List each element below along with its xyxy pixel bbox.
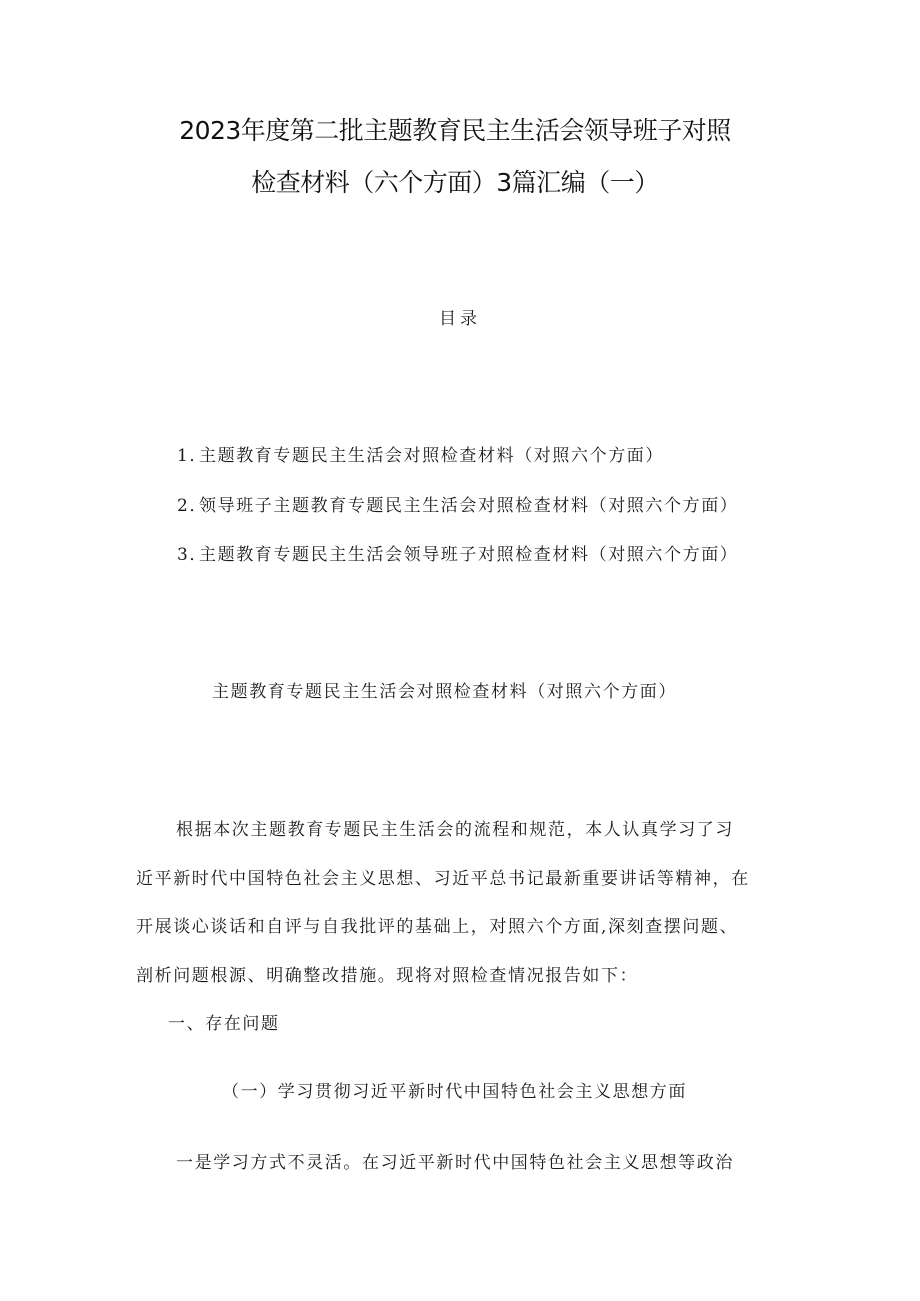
paragraph-line: 一是学习方式不灵活。在习近平新时代中国特色社会主义思想等政治 [176,1153,734,1173]
toc-item-1 [177,444,664,468]
toc-item-text: 主题教育专题民主生活会对照检查材料（对照六个方面） [199,446,664,466]
toc-item-number: 3． [177,545,209,565]
document-title-line-2: 检查材料（六个方面）3篇汇编（一） [251,168,659,197]
toc-item-2 [177,494,738,518]
toc-item-3 [177,543,738,567]
toc-heading: 目录 [439,309,481,329]
paragraph-line: 开展谈心谈话和自评与自我批评的基础上，对照六个方面,深刻查摆问题、 [136,917,739,937]
heading-level-2: （一）学习贯彻习近平新时代中国特色社会主义思想方面 [222,1082,687,1102]
toc-item-number: 1． [177,446,209,466]
paragraph-line: 根据本次主题教育专题民主生活会的流程和规范，本人认真学习了习 [176,820,734,840]
heading-level-1: 一、存在问题 [168,1014,280,1034]
document-title-line-1: 2023年度第二批主题教育民主生活会领导班子对照 [179,116,731,145]
paragraph-line: 剖析问题根源、明确整改措施。现将对照检查情况报告如下： [136,966,639,986]
toc-item-text: 主题教育专题民主生活会领导班子对照检查材料（对照六个方面） [199,545,739,565]
section-title: 主题教育专题民主生活会对照检查材料（对照六个方面） [212,682,677,702]
paragraph-line: 近平新时代中国特色社会主义思想、习近平总书记最新重要讲话等精神，在 [136,869,750,889]
toc-item-number: 2． [177,496,209,516]
toc-item-text: 领导班子主题教育专题民主生活会对照检查材料（对照六个方面） [199,496,739,516]
